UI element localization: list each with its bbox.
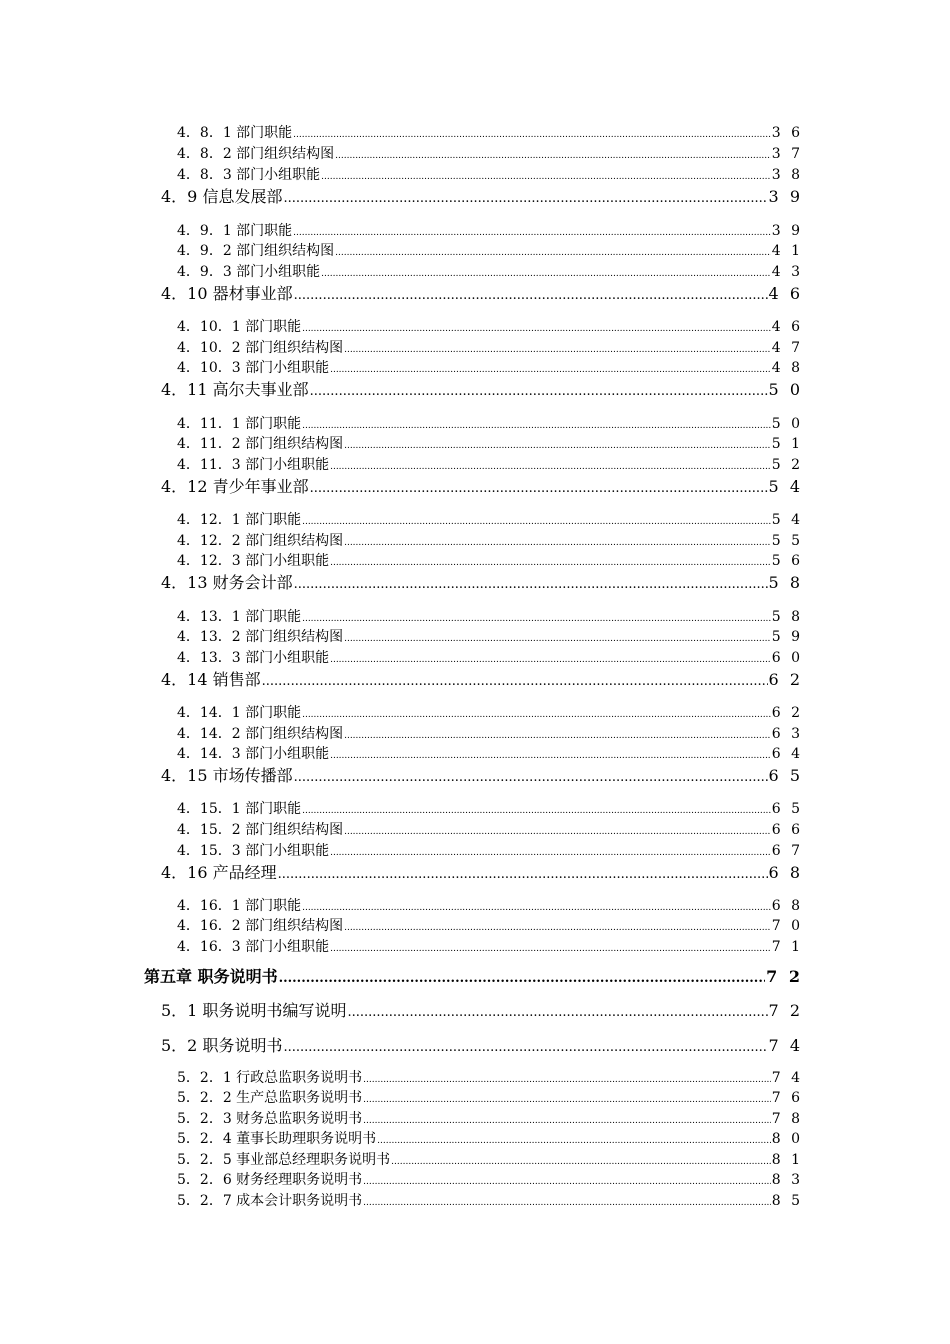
toc-subsection-entry[interactable] bbox=[177, 554, 803, 568]
toc-subsection-entry[interactable] bbox=[177, 1153, 803, 1167]
toc-subsection-entry[interactable] bbox=[177, 534, 803, 548]
toc-entry-title: 4．16．3 部门小组职能 bbox=[177, 939, 330, 955]
toc-dot-leader bbox=[302, 325, 771, 334]
toc-page-number: 7 4 bbox=[768, 1036, 803, 1055]
toc-entry-title: 5．2．4 董事长助理职务说明书 bbox=[177, 1131, 377, 1147]
toc-entry-title: 4．11 高尔夫事业部 bbox=[161, 380, 309, 399]
toc-dot-leader bbox=[330, 366, 771, 375]
toc-entry-title: 4．12．3 部门小组职能 bbox=[177, 553, 330, 569]
toc-entry-title: 4．16．1 部门职能 bbox=[177, 898, 302, 914]
toc-entry-title: 4．15．3 部门小组职能 bbox=[177, 843, 330, 859]
toc-page-number: 5 9 bbox=[771, 629, 803, 645]
toc-dot-leader bbox=[330, 463, 771, 472]
toc-subsection-entry[interactable] bbox=[177, 630, 803, 644]
toc-subsection-entry[interactable] bbox=[177, 417, 803, 431]
toc-subsection-entry[interactable] bbox=[177, 706, 803, 720]
toc-dot-leader bbox=[344, 732, 771, 741]
toc-entry-title: 4．16．2 部门组织结构图 bbox=[177, 918, 344, 934]
toc-page-number: 8 3 bbox=[771, 1172, 803, 1188]
toc-subsection-entry[interactable] bbox=[177, 341, 803, 355]
toc-dot-leader bbox=[377, 1137, 771, 1146]
toc-dot-leader bbox=[330, 849, 771, 858]
toc-page-number: 5 5 bbox=[771, 533, 803, 549]
toc-dot-leader bbox=[302, 615, 771, 624]
toc-entry-title: 4．14．3 部门小组职能 bbox=[177, 746, 330, 762]
toc-dot-leader bbox=[283, 1041, 767, 1054]
toc-dot-leader bbox=[344, 442, 771, 451]
toc-dot-leader bbox=[330, 945, 771, 954]
toc-page-number: 5 6 bbox=[771, 553, 803, 569]
toc-page-number: 6 5 bbox=[771, 801, 803, 817]
toc-dot-leader bbox=[283, 192, 767, 205]
toc-page-number: 7 8 bbox=[771, 1111, 803, 1127]
toc-entry-title: 5．2．3 财务总监职务说明书 bbox=[177, 1111, 363, 1127]
toc-entry-title: 4．13 财务会计部 bbox=[161, 573, 293, 592]
toc-entry-title: 4．10 器材事业部 bbox=[161, 284, 293, 303]
toc-dot-leader bbox=[293, 229, 771, 238]
toc-page-number: 4 3 bbox=[771, 264, 803, 280]
toc-subsection-entry[interactable] bbox=[177, 1132, 803, 1146]
toc-subsection-entry[interactable] bbox=[177, 899, 803, 913]
toc-page-number: 6 4 bbox=[771, 746, 803, 762]
toc-page-number: 5 2 bbox=[771, 457, 803, 473]
toc-dot-leader bbox=[293, 131, 771, 140]
toc-section-entry[interactable] bbox=[161, 189, 803, 205]
toc-entry-title: 4．12．2 部门组织结构图 bbox=[177, 533, 344, 549]
toc-page-number: 6 0 bbox=[771, 650, 803, 666]
toc-section-entry[interactable] bbox=[161, 382, 803, 398]
toc-entry-title: 4．11．1 部门职能 bbox=[177, 416, 302, 432]
toc-page-number: 6 2 bbox=[768, 670, 803, 689]
toc-dot-leader bbox=[344, 539, 771, 548]
toc-dot-leader bbox=[302, 518, 771, 527]
toc-entry-title: 4．10．1 部门职能 bbox=[177, 319, 302, 335]
toc-dot-leader bbox=[302, 711, 771, 720]
toc-page-number: 8 5 bbox=[771, 1193, 803, 1209]
toc-page-number: 7 1 bbox=[771, 939, 803, 955]
toc-entry-title: 5．2．5 事业部总经理职务说明书 bbox=[177, 1152, 391, 1168]
toc-dot-leader bbox=[335, 249, 771, 258]
toc-section-entry[interactable] bbox=[161, 286, 803, 302]
toc-entry-title: 4．10．2 部门组织结构图 bbox=[177, 340, 344, 356]
toc-entry-title: 4．15 市场传播部 bbox=[161, 766, 293, 785]
toc-page-number: 4 8 bbox=[771, 360, 803, 376]
toc-page-number: 5 4 bbox=[768, 477, 803, 496]
toc-page-number: 7 4 bbox=[771, 1070, 803, 1086]
toc-subsection-entry[interactable] bbox=[177, 1091, 803, 1105]
toc-dot-leader bbox=[344, 924, 771, 933]
toc-page-number: 6 5 bbox=[768, 766, 803, 785]
toc-subsection-entry[interactable] bbox=[177, 823, 803, 837]
toc-page-number: 6 7 bbox=[771, 843, 803, 859]
toc-dot-leader bbox=[278, 868, 768, 881]
toc-subsection-entry[interactable] bbox=[177, 727, 803, 741]
toc-section-entry[interactable] bbox=[161, 768, 803, 784]
toc-subsection-entry[interactable] bbox=[177, 1112, 803, 1126]
toc-entry-title: 4．11．2 部门组织结构图 bbox=[177, 436, 344, 452]
toc-dot-leader bbox=[335, 152, 771, 161]
toc-dot-leader bbox=[302, 807, 771, 816]
toc-section-entry[interactable] bbox=[161, 1003, 803, 1019]
toc-subsection-entry[interactable] bbox=[177, 147, 803, 161]
toc-page-number: 6 8 bbox=[768, 863, 803, 882]
toc-chapter-entry[interactable] bbox=[144, 969, 803, 985]
toc-page-number: 3 9 bbox=[771, 223, 803, 239]
toc-subsection-entry[interactable] bbox=[177, 361, 803, 375]
toc-page-number: 6 2 bbox=[771, 705, 803, 721]
toc-entry-title: 4．15．2 部门组织结构图 bbox=[177, 822, 344, 838]
toc-entry-title: 4．16 产品经理 bbox=[161, 863, 277, 882]
toc-subsection-entry[interactable] bbox=[177, 1194, 803, 1208]
toc-subsection-entry[interactable] bbox=[177, 747, 803, 761]
toc-entry-title: 4．9．2 部门组织结构图 bbox=[177, 243, 335, 259]
toc-section-entry[interactable] bbox=[161, 1038, 803, 1054]
toc-page-number: 5 0 bbox=[768, 380, 803, 399]
toc-dot-leader bbox=[363, 1096, 771, 1105]
toc-dot-leader bbox=[363, 1076, 771, 1085]
toc-section-entry[interactable] bbox=[161, 479, 803, 495]
toc-dot-leader bbox=[344, 346, 771, 355]
toc-dot-leader bbox=[344, 635, 771, 644]
toc-subsection-entry[interactable] bbox=[177, 265, 803, 279]
toc-entry-title: 4．13．1 部门职能 bbox=[177, 609, 302, 625]
toc-entry-title: 4．12．1 部门职能 bbox=[177, 512, 302, 528]
toc-dot-leader bbox=[363, 1117, 771, 1126]
toc-entry-title: 4．12 青少年事业部 bbox=[161, 477, 309, 496]
toc-page-number: 3 7 bbox=[771, 146, 803, 162]
toc-page-number: 3 8 bbox=[771, 167, 803, 183]
toc-subsection-entry[interactable] bbox=[177, 320, 803, 334]
toc-dot-leader bbox=[262, 675, 768, 688]
toc-dot-leader bbox=[294, 578, 768, 591]
toc-subsection-entry[interactable] bbox=[177, 224, 803, 238]
toc-entry-title: 4．9 信息发展部 bbox=[161, 187, 283, 206]
toc-entry-title: 5．2．7 成本会计职务说明书 bbox=[177, 1193, 363, 1209]
toc-dot-leader bbox=[321, 173, 771, 182]
toc-page-number: 4 7 bbox=[771, 340, 803, 356]
toc-subsection-entry[interactable] bbox=[177, 1071, 803, 1085]
toc-page-number: 4 6 bbox=[768, 284, 803, 303]
toc-entry-title: 4．14．2 部门组织结构图 bbox=[177, 726, 344, 742]
toc-subsection-entry[interactable] bbox=[177, 126, 803, 140]
toc-entry-title: 5．1 职务说明书编写说明 bbox=[161, 1001, 347, 1020]
toc-entry-title: 5．2．6 财务经理职务说明书 bbox=[177, 1172, 363, 1188]
toc-page-number: 5 1 bbox=[771, 436, 803, 452]
toc-dot-leader bbox=[294, 289, 768, 302]
toc-entry-title: 4．9．1 部门职能 bbox=[177, 223, 293, 239]
toc-entry-title: 4．8．1 部门职能 bbox=[177, 125, 293, 141]
toc-page-number: 6 8 bbox=[771, 898, 803, 914]
toc-page-number: 7 2 bbox=[766, 967, 803, 986]
toc-subsection-entry[interactable] bbox=[177, 844, 803, 858]
toc-entry-title: 4．11．3 部门小组职能 bbox=[177, 457, 330, 473]
toc-dot-leader bbox=[310, 385, 768, 398]
toc-subsection-entry[interactable] bbox=[177, 458, 803, 472]
toc-section-entry[interactable] bbox=[161, 865, 803, 881]
toc-entry-title: 4．13．2 部门组织结构图 bbox=[177, 629, 344, 645]
toc-entry-title: 4．14．1 部门职能 bbox=[177, 705, 302, 721]
toc-page-number: 7 0 bbox=[771, 918, 803, 934]
toc-page-number: 3 6 bbox=[771, 125, 803, 141]
toc-dot-leader bbox=[321, 270, 771, 279]
toc-entry-title: 5．2．1 行政总监职务说明书 bbox=[177, 1070, 363, 1086]
toc-page-number: 4 1 bbox=[771, 243, 803, 259]
toc-subsection-entry[interactable] bbox=[177, 244, 803, 258]
toc-page-number: 6 3 bbox=[771, 726, 803, 742]
toc-subsection-entry[interactable] bbox=[177, 919, 803, 933]
toc-page-number: 5 8 bbox=[768, 573, 803, 592]
toc-entry-title: 4．14 销售部 bbox=[161, 670, 261, 689]
toc-entry-title: 4．13．3 部门小组职能 bbox=[177, 650, 330, 666]
toc-dot-leader bbox=[294, 771, 768, 784]
toc-dot-leader bbox=[330, 656, 771, 665]
toc-subsection-entry[interactable] bbox=[177, 610, 803, 624]
toc-dot-leader bbox=[363, 1178, 771, 1187]
toc-dot-leader bbox=[330, 559, 771, 568]
toc-entry-title: 4．15．1 部门职能 bbox=[177, 801, 302, 817]
toc-page-number: 5 8 bbox=[771, 609, 803, 625]
toc-entry-title: 4．8．2 部门组织结构图 bbox=[177, 146, 335, 162]
toc-entry-title: 5．2．2 生产总监职务说明书 bbox=[177, 1090, 363, 1106]
toc-subsection-entry[interactable] bbox=[177, 940, 803, 954]
toc-subsection-entry[interactable] bbox=[177, 168, 803, 182]
toc-subsection-entry[interactable] bbox=[177, 651, 803, 665]
toc-page-number: 7 6 bbox=[771, 1090, 803, 1106]
toc-section-entry[interactable] bbox=[161, 575, 803, 591]
toc-page-number: 3 9 bbox=[768, 187, 803, 206]
toc-dot-leader bbox=[302, 422, 771, 431]
toc-page-number: 7 2 bbox=[768, 1001, 803, 1020]
toc-page-number: 4 6 bbox=[771, 319, 803, 335]
toc-dot-leader bbox=[363, 1199, 771, 1208]
toc-dot-leader bbox=[310, 482, 768, 495]
toc-page-number: 8 0 bbox=[771, 1131, 803, 1147]
toc-entry-title: 4．9．3 部门小组职能 bbox=[177, 264, 321, 280]
toc-entry-title: 第五章 职务说明书 bbox=[144, 967, 278, 986]
toc-entry-title: 5．2 职务说明书 bbox=[161, 1036, 283, 1055]
toc-page-number: 6 6 bbox=[771, 822, 803, 838]
toc-page-number: 5 0 bbox=[771, 416, 803, 432]
toc-subsection-entry[interactable] bbox=[177, 1173, 803, 1187]
toc-dot-leader bbox=[330, 752, 771, 761]
toc-subsection-entry[interactable] bbox=[177, 437, 803, 451]
toc-subsection-entry[interactable] bbox=[177, 513, 803, 527]
toc-section-entry[interactable] bbox=[161, 672, 803, 688]
toc-entry-title: 4．10．3 部门小组职能 bbox=[177, 360, 330, 376]
toc-dot-leader bbox=[347, 1006, 767, 1019]
toc-page-number: 8 1 bbox=[771, 1152, 803, 1168]
toc-entry-title: 4．8．3 部门小组职能 bbox=[177, 167, 321, 183]
toc-page-number: 5 4 bbox=[771, 512, 803, 528]
toc-dot-leader bbox=[279, 972, 766, 985]
toc-subsection-entry[interactable] bbox=[177, 802, 803, 816]
toc-dot-leader bbox=[391, 1158, 771, 1167]
toc-dot-leader bbox=[302, 904, 771, 913]
toc-dot-leader bbox=[344, 828, 771, 837]
